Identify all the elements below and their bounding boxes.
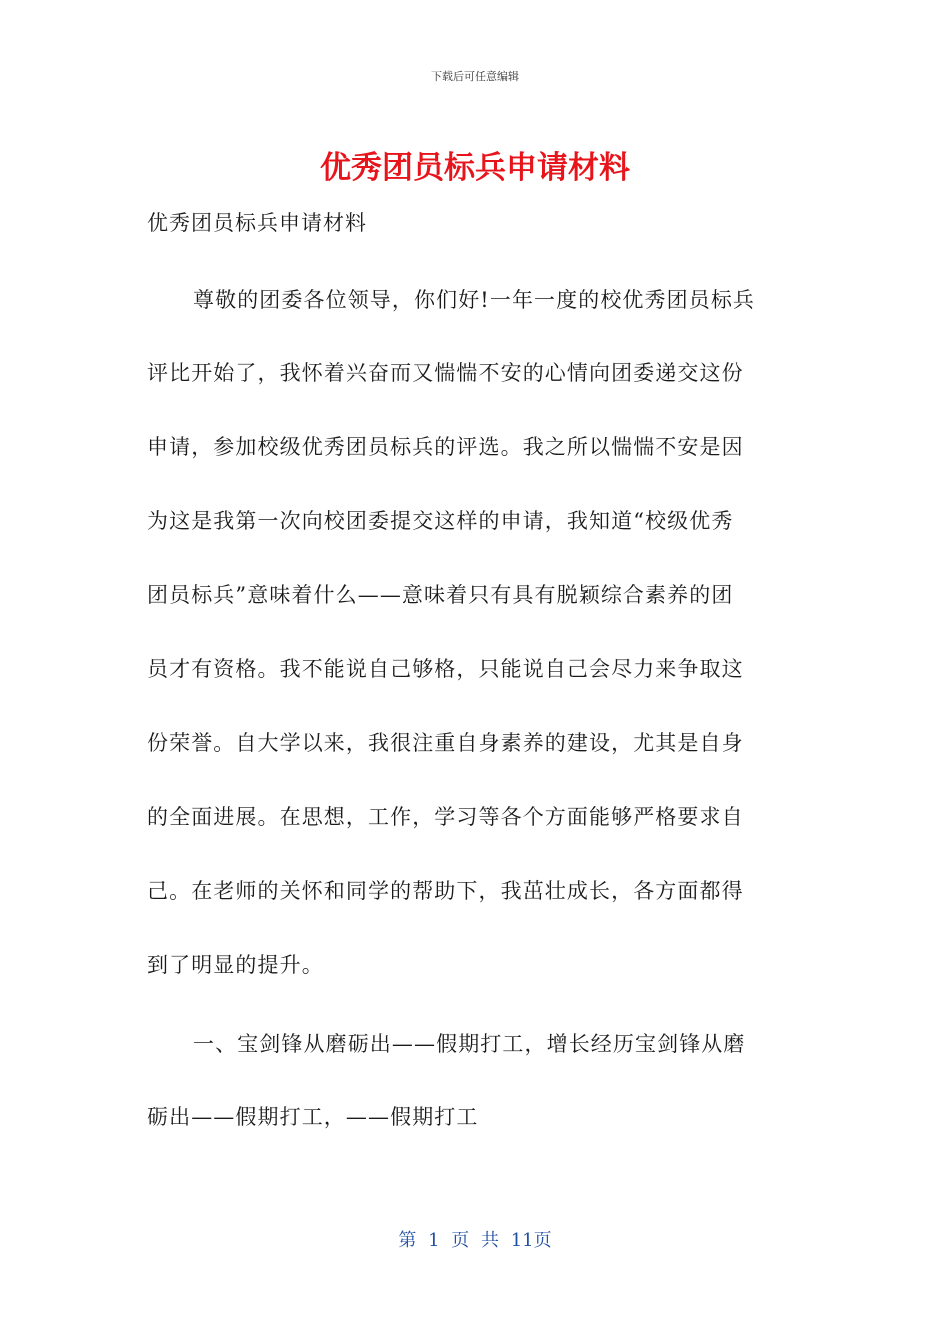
paragraph-line: 团员标兵”意味着什么——意味着只有具有脱颖综合素养的团 bbox=[147, 583, 734, 607]
paragraph-line: 申请，参加校级优秀团员标兵的评选。我之所以惴惴不安是因 bbox=[147, 435, 744, 459]
paragraph-line: 份荣誉。自大学以来，我很注重自身素养的建设，尤其是自身 bbox=[147, 731, 744, 755]
page-number: 第 1 页 共 11页 bbox=[398, 1230, 552, 1251]
paragraph-line: 为这是我第一次向校团委提交这样的申请，我知道“校级优秀 bbox=[147, 509, 734, 533]
paragraph-line: 己。在老师的关怀和同学的帮助下，我茁壮成长，各方面都得 bbox=[147, 879, 744, 903]
document-title: 优秀团员标兵申请材料 bbox=[320, 150, 630, 186]
document-subtitle: 优秀团员标兵申请材料 bbox=[147, 211, 367, 235]
section-heading-line: 砺出——假期打工，——假期打工 bbox=[147, 1105, 479, 1129]
paragraph-line: 评比开始了，我怀着兴奋而又惴惴不安的心情向团委递交这份 bbox=[147, 361, 744, 385]
paragraph-line: 尊敬的团委各位领导，你们好!一年一度的校优秀团员标兵 bbox=[193, 288, 756, 312]
paragraph-line: 到了明显的提升。 bbox=[147, 953, 324, 977]
paragraph-line: 员才有资格。我不能说自己够格，只能说自己会尽力来争取这 bbox=[147, 657, 744, 681]
header-note: 下载后可任意编辑 bbox=[431, 70, 519, 83]
paragraph-line: 的全面进展。在思想，工作，学习等各个方面能够严格要求自 bbox=[147, 805, 744, 829]
section-heading-line: 一、宝剑锋从磨砺出——假期打工，增长经历宝剑锋从磨 bbox=[193, 1032, 746, 1056]
